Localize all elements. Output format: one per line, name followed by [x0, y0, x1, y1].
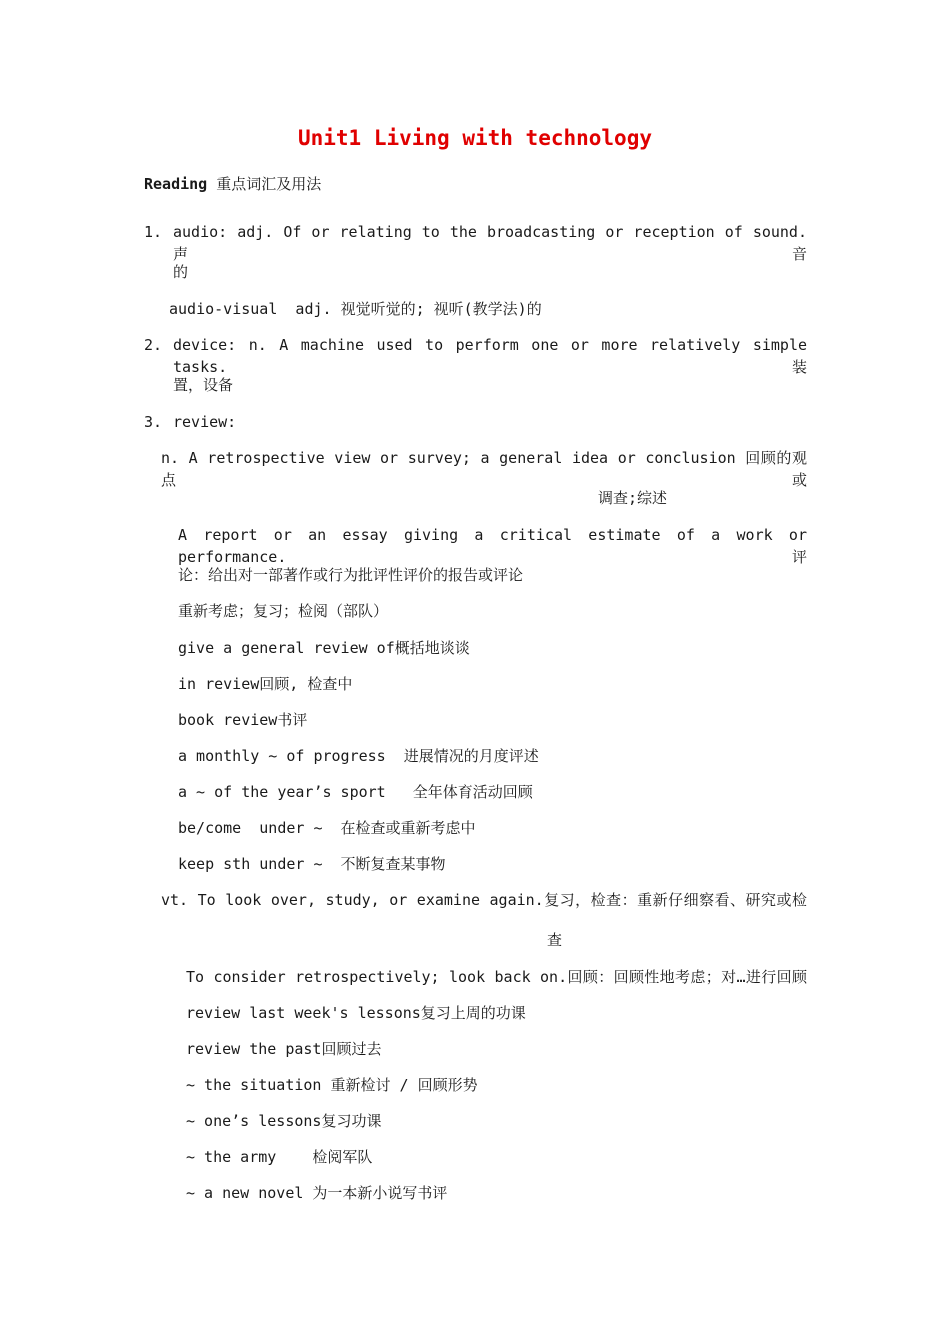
- review-heading: review:: [173, 413, 237, 431]
- section-subtitle: 重点词汇及用法: [216, 175, 322, 193]
- review-meaning: 重新考虑；复习；检阅（部队）: [178, 602, 389, 620]
- example-phrase: book review书评: [178, 711, 308, 729]
- item-number: 3.: [144, 413, 163, 431]
- review-verb-definition: vt. To look over, study, or examine again.复习，检查：重新仔细察看、研究或检: [161, 891, 807, 909]
- example-phrase: in review回顾, 检查中: [178, 675, 353, 693]
- item-number: 2.: [144, 336, 163, 354]
- verb-example: review last week's lessons复习上周的功课: [186, 1004, 526, 1022]
- definition-audio: audio: adj. Of or relating to the broadcasting or reception of sound. 声音: [173, 223, 807, 263]
- section-label: Reading: [144, 175, 208, 193]
- review-verb-consider: To consider retrospectively; look back on.回顾：回顾性地考虑；对…进行回顾: [186, 968, 807, 986]
- review-verb-definition-cont: 查: [547, 931, 563, 949]
- verb-example: ~ the situation 重新检讨 / 回顾形势: [186, 1076, 478, 1094]
- example-phrase: keep sth under ~ 不断复查某事物: [178, 855, 446, 873]
- review-noun-definition: n. A retrospective view or survey; a general idea or conclusion 回顾的观点或: [161, 449, 807, 489]
- verb-example: ~ the army 检阅军队: [186, 1148, 373, 1166]
- section-heading: [144, 173, 321, 195]
- review-noun-definition-cont: 调查;综述: [598, 489, 668, 507]
- example-phrase: be/come under ~ 在检查或重新考虑中: [178, 819, 476, 837]
- review-report-definition: A report or an essay giving a critical estimate of a work or performance.评: [178, 526, 807, 566]
- example-phrase: give a general review of概括地谈谈: [178, 639, 470, 657]
- verb-example: ~ one’s lessons复习功课: [186, 1112, 382, 1130]
- verb-example: ~ a new novel 为一本新小说写书评: [186, 1184, 448, 1202]
- review-report-definition-cont: 论：给出对一部著作或行为批评性评价的报告或评论: [178, 566, 524, 584]
- item-number: 1.: [144, 223, 163, 241]
- example-phrase: a monthly ~ of progress 进展情况的月度评述: [178, 747, 539, 765]
- definition-device-cont: 置，设备: [173, 376, 234, 394]
- example-phrase: a ~ of the year’s sport 全年体育活动回顾: [178, 783, 533, 801]
- definition-device: device: n. A machine used to perform one or more relatively simple tasks.装: [173, 336, 807, 376]
- page-title: Unit1 Living with technology: [297, 126, 652, 150]
- definition-audio-visual: audio-visual adj. 视觉听觉的; 视听(教学法)的: [169, 300, 542, 318]
- definition-audio-cont: 的: [173, 263, 189, 281]
- verb-example: review the past回顾过去: [186, 1040, 382, 1058]
